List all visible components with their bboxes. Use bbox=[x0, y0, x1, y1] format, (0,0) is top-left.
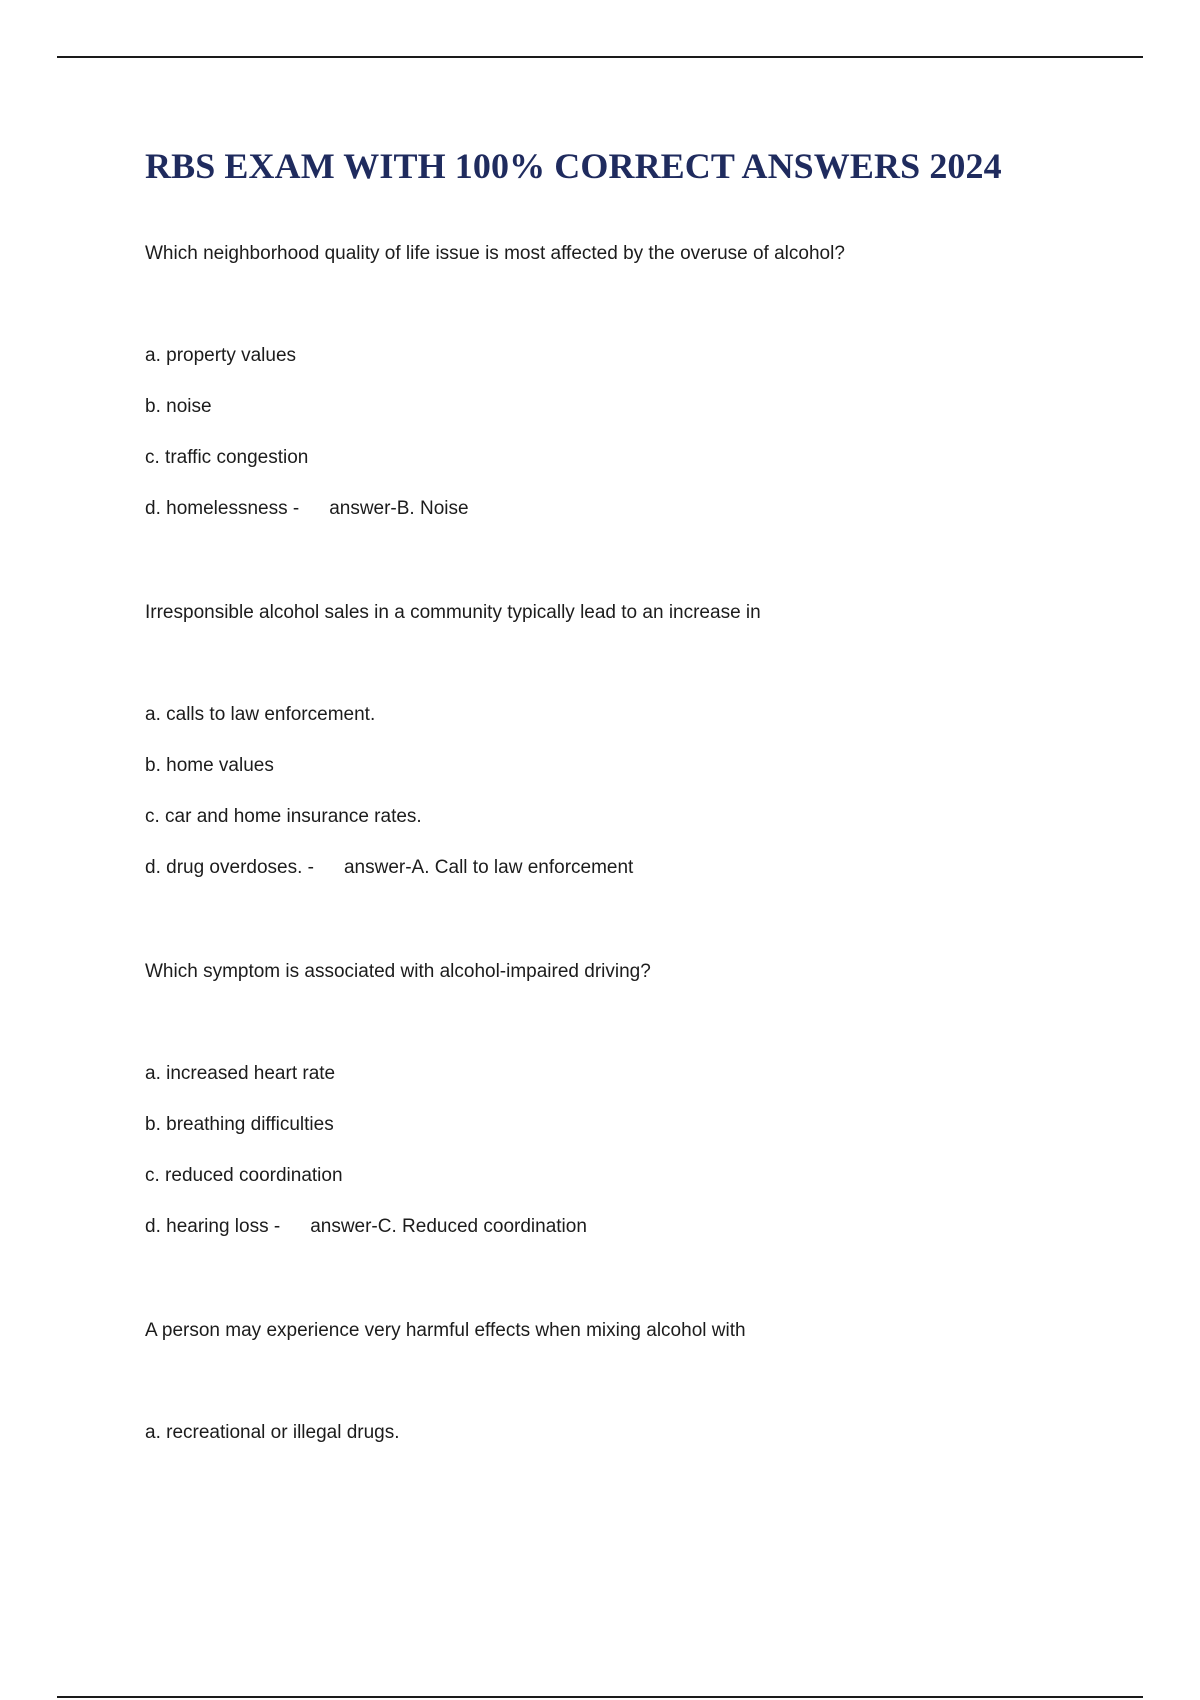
question-text: Irresponsible alcohol sales in a community typically lead to an increase in bbox=[145, 602, 761, 623]
option-a: a. recreational or illegal drugs. bbox=[145, 1422, 400, 1443]
option-b: b. noise bbox=[145, 396, 212, 417]
options-list bbox=[145, 342, 1145, 523]
question-block-3 bbox=[145, 958, 1145, 1264]
option-c: c. reduced coordination bbox=[145, 1165, 343, 1186]
option-d-text: d. homelessness - bbox=[145, 498, 300, 519]
bottom-rule bbox=[57, 1696, 1143, 1698]
options-list bbox=[145, 701, 1145, 882]
option-a: a. increased heart rate bbox=[145, 1063, 336, 1084]
options-list bbox=[145, 1419, 1145, 1447]
question-block-1 bbox=[145, 240, 1145, 546]
option-d-text: d. drug overdoses. - bbox=[145, 857, 314, 878]
option-d bbox=[145, 854, 1145, 882]
question-block-4 bbox=[145, 1317, 1145, 1470]
option-a: a. property values bbox=[145, 345, 297, 366]
answer-text: answer-B. Noise bbox=[329, 498, 469, 519]
option-a: a. calls to law enforcement. bbox=[145, 704, 376, 725]
options-list bbox=[145, 1060, 1145, 1241]
option-d-text: d. hearing loss - bbox=[145, 1216, 281, 1237]
page-title: RBS EXAM WITH 100% CORRECT ANSWERS 2024 bbox=[145, 146, 1002, 186]
option-c: c. traffic congestion bbox=[145, 447, 309, 468]
top-rule bbox=[57, 56, 1143, 58]
option-d bbox=[145, 495, 1145, 523]
option-c: c. car and home insurance rates. bbox=[145, 806, 422, 827]
answer-text: answer-C. Reduced coordination bbox=[310, 1216, 587, 1237]
option-b: b. home values bbox=[145, 755, 274, 776]
question-text: Which symptom is associated with alcohol-impaired driving? bbox=[145, 961, 651, 982]
answer-text: answer-A. Call to law enforcement bbox=[343, 857, 634, 878]
question-block-2 bbox=[145, 599, 1145, 905]
question-text: Which neighborhood quality of life issue is most affected by the overuse of alcohol? bbox=[145, 243, 845, 264]
question-text: A person may experience very harmful effects when mixing alcohol with bbox=[145, 1320, 746, 1341]
option-d bbox=[145, 1213, 1145, 1241]
option-b: b. breathing difficulties bbox=[145, 1114, 334, 1135]
